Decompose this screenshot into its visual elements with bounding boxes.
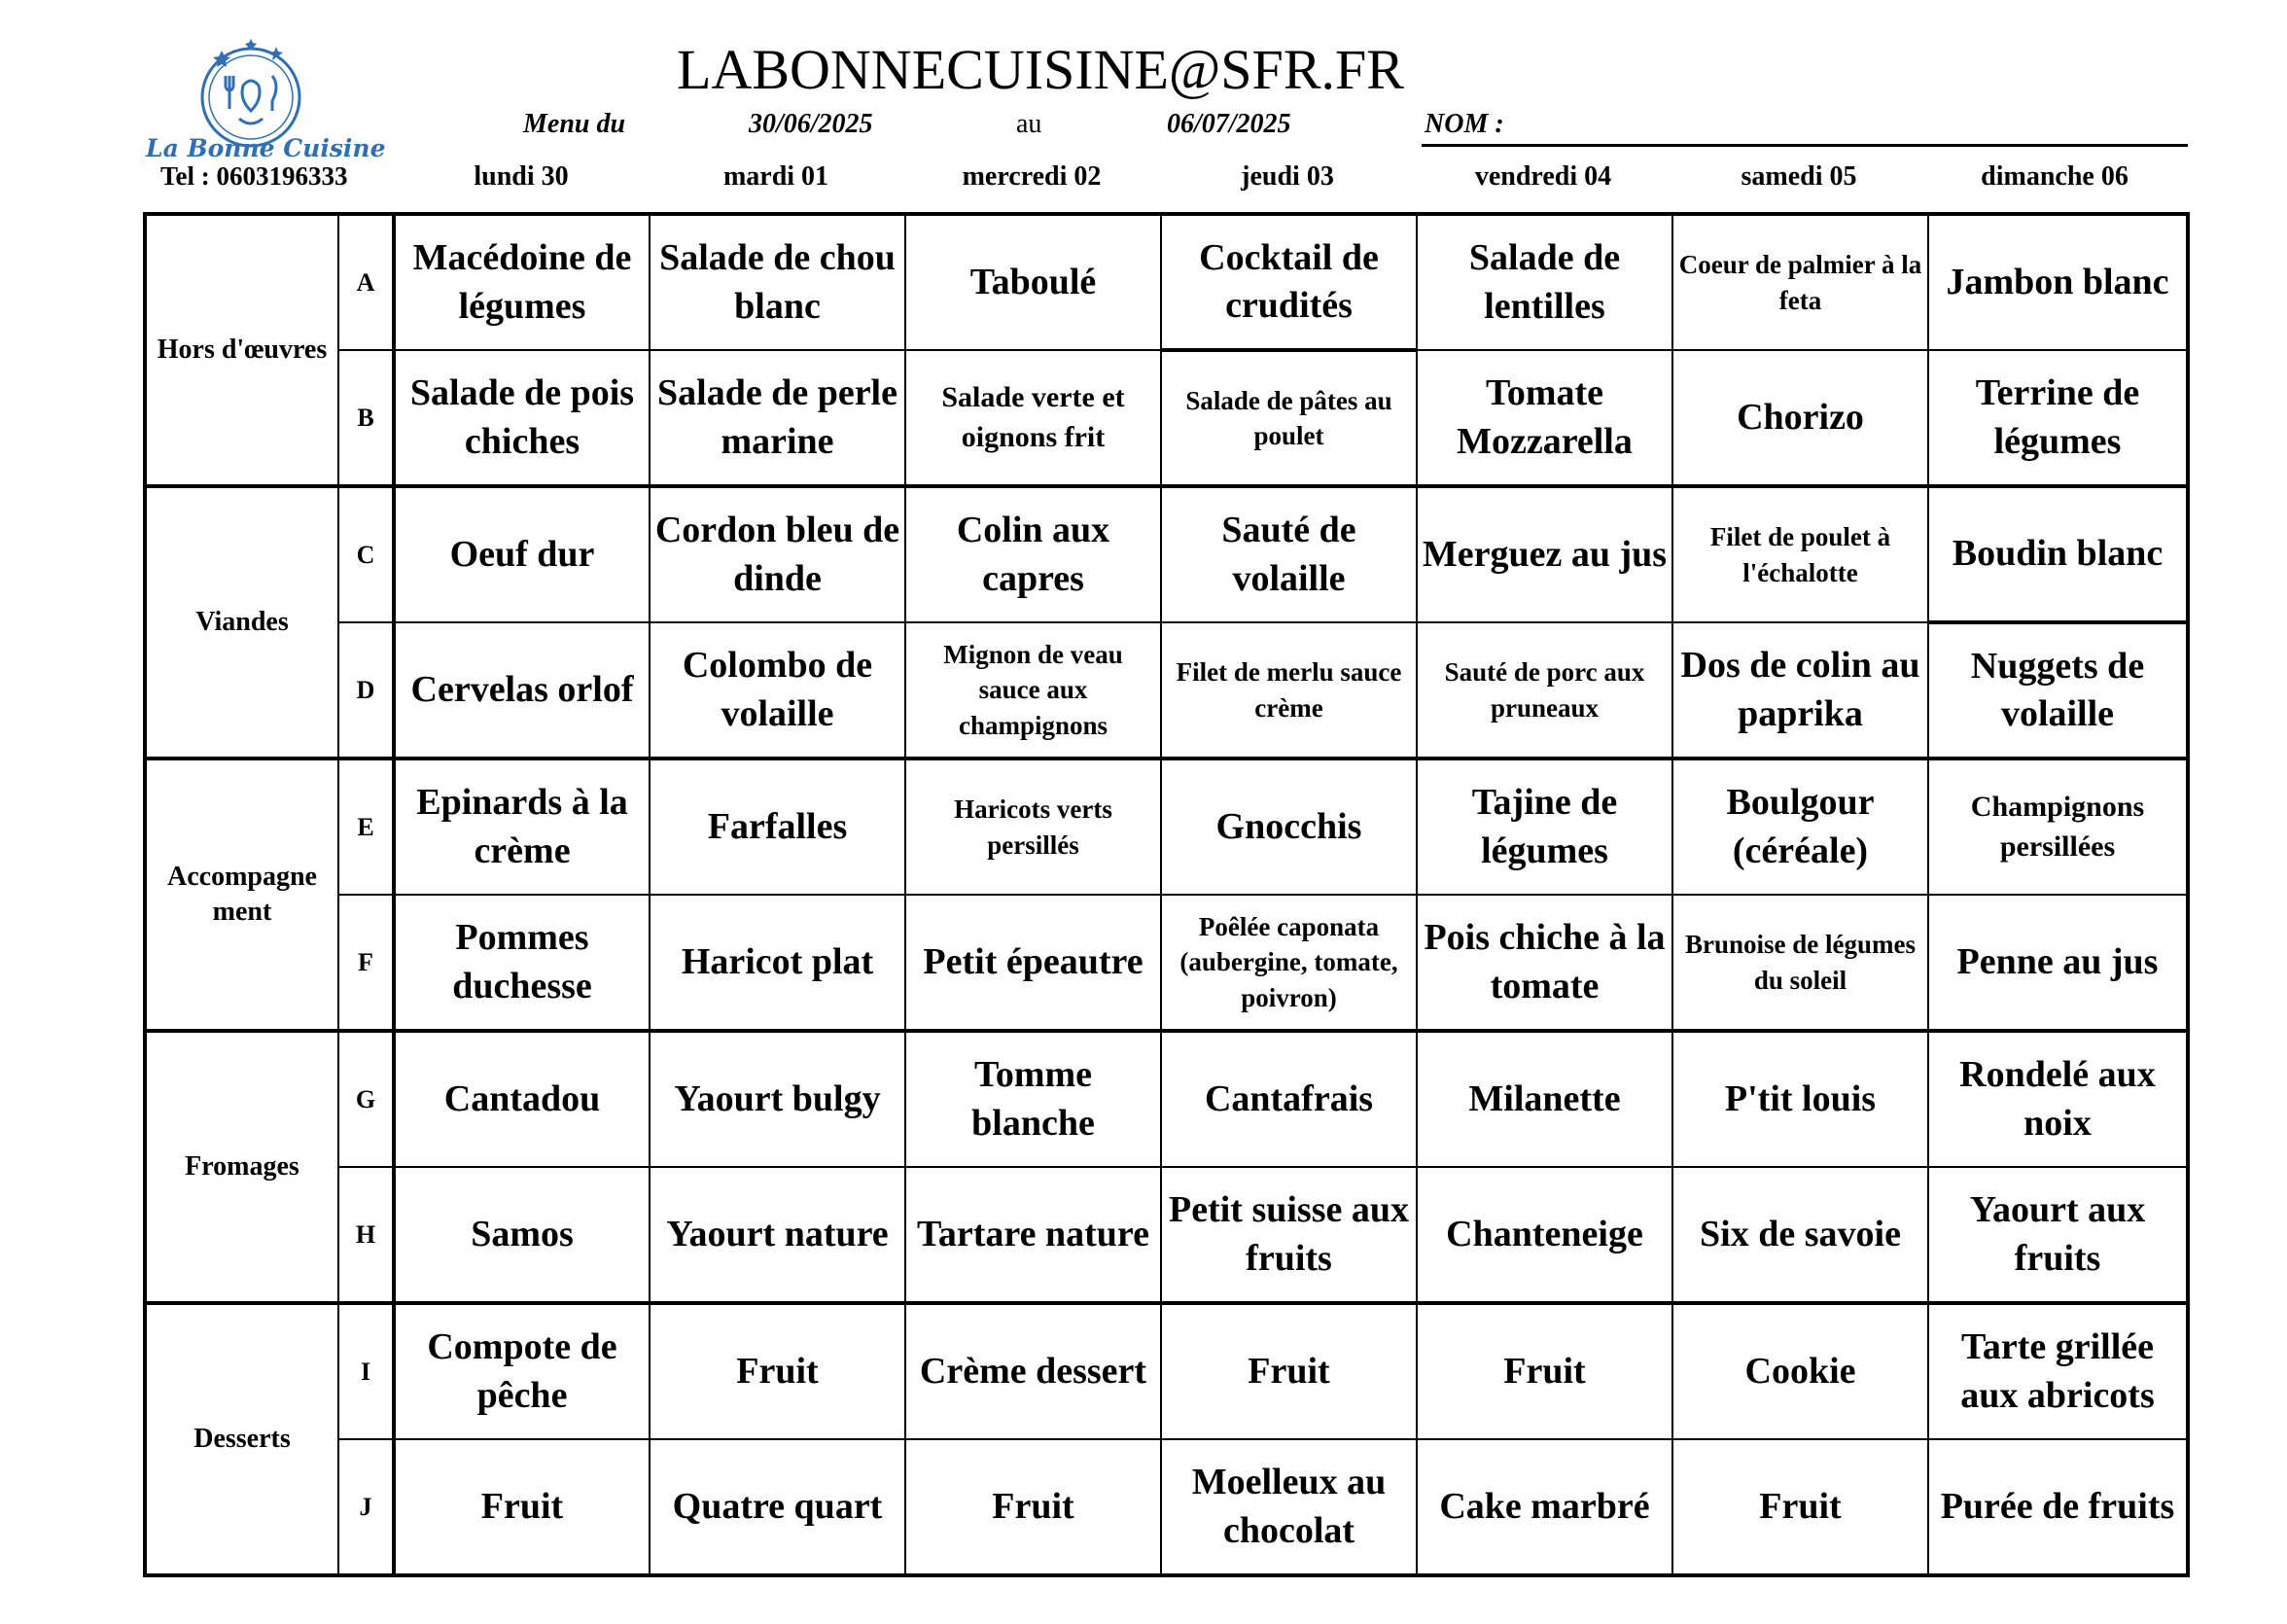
day-header: dimanche 06	[1981, 161, 2129, 192]
menu-cell: Six de savoie	[1672, 1167, 1928, 1303]
menu-cell: Fruit	[394, 1439, 650, 1575]
brand-logo	[146, 37, 386, 173]
category-accompagnement: Accompagne ment	[145, 759, 338, 1031]
menu-cell: Merguez au jus	[1417, 486, 1672, 622]
menu-cell: Cordon bleu de dinde	[650, 486, 905, 622]
menu-cell: Tarte grillée aux abricots	[1928, 1303, 2188, 1439]
date-to: 06/07/2025	[1167, 109, 1291, 139]
row-letter: E	[338, 759, 394, 895]
menu-cell: Taboulé	[905, 214, 1161, 350]
menu-cell: Pommes duchesse	[394, 895, 650, 1031]
row-letter: A	[338, 214, 394, 350]
row-letter: J	[338, 1439, 394, 1575]
menu-cell: Colombo de volaille	[650, 622, 905, 759]
menu-cell: Gnocchis	[1161, 759, 1417, 895]
menu-cell: Chorizo	[1672, 350, 1928, 486]
menu-cell: Oeuf dur	[394, 486, 650, 622]
menu-cell: Tajine de légumes	[1417, 759, 1672, 895]
day-header: lundi 30	[474, 161, 569, 192]
menu-cell: Crème dessert	[905, 1303, 1161, 1439]
logo-text: La Bonne Cuisine	[146, 134, 386, 162]
menu-cell: Yaourt bulgy	[650, 1031, 905, 1167]
email-title: LABONNECUISINE@SFR.FR	[677, 38, 1404, 101]
menu-cell: Salade de perle marine	[650, 350, 905, 486]
menu-cell: Sauté de volaille	[1161, 486, 1417, 622]
menu-cell: Fruit	[650, 1303, 905, 1439]
menu-cell: Tomme blanche	[905, 1031, 1161, 1167]
menu-cell: Fruit	[1161, 1303, 1417, 1439]
day-header: samedi 05	[1741, 161, 1857, 192]
nom-field-line[interactable]	[1422, 144, 2188, 147]
category-fromages: Fromages	[145, 1031, 338, 1303]
menu-cell: Tomate Mozzarella	[1417, 350, 1672, 486]
menu-cell: Cantadou	[394, 1031, 650, 1167]
menu-cell: Fruit	[1417, 1303, 1672, 1439]
menu-cell: Sauté de porc aux pruneaux	[1417, 622, 1672, 759]
menu-cell: Poêlée caponata (aubergine, tomate, poivron)	[1161, 895, 1417, 1031]
menu-cell: Milanette	[1417, 1031, 1672, 1167]
menu-cell: Colin aux capres	[905, 486, 1161, 622]
menu-cell: Nuggets de volaille	[1928, 622, 2188, 759]
menu-cell: Rondelé aux noix	[1928, 1031, 2188, 1167]
day-header: mardi 01	[722, 161, 829, 192]
category-desserts: Desserts	[145, 1303, 338, 1575]
menu-du-label: Menu du	[523, 109, 626, 139]
menu-cell: Cake marbré	[1417, 1439, 1672, 1575]
menu-cell: Salade verte et oignons frit	[905, 350, 1161, 486]
menu-cell: Moelleux au chocolat	[1161, 1439, 1417, 1575]
menu-cell: Terrine de légumes	[1928, 350, 2188, 486]
row-letter: G	[338, 1031, 394, 1167]
menu-cell: Salade de pâtes au poulet	[1161, 350, 1417, 486]
row-letter: I	[338, 1303, 394, 1439]
menu-cell: Cocktail de crudités	[1161, 214, 1417, 350]
menu-cell: Pois chiche à la tomate	[1417, 895, 1672, 1031]
au-label: au	[1016, 109, 1042, 139]
menu-cell: Coeur de palmier à la feta	[1672, 214, 1928, 350]
menu-cell: Filet de poulet à l'échalotte	[1672, 486, 1928, 622]
menu-cell: Salade de lentilles	[1417, 214, 1672, 350]
menu-cell: Champignons persillées	[1928, 759, 2188, 895]
category-viandes: Viandes	[145, 486, 338, 759]
menu-cell: Salade de pois chiches	[394, 350, 650, 486]
menu-cell: Fruit	[905, 1439, 1161, 1575]
menu-cell: Jambon blanc	[1928, 214, 2188, 350]
menu-cell: Mignon de veau sauce aux champignons	[905, 622, 1161, 759]
menu-cell: Quatre quart	[650, 1439, 905, 1575]
menu-cell: Purée de fruits	[1928, 1439, 2188, 1575]
menu-cell: Epinards à la crème	[394, 759, 650, 895]
menu-cell: P'tit louis	[1672, 1031, 1928, 1167]
menu-cell: Brunoise de légumes du soleil	[1672, 895, 1928, 1031]
menu-cell: Cantafrais	[1161, 1031, 1417, 1167]
day-header: vendredi 04	[1474, 161, 1612, 192]
row-letter: F	[338, 895, 394, 1031]
row-letter: C	[338, 486, 394, 622]
menu-cell: Dos de colin au paprika	[1672, 622, 1928, 759]
row-letter: D	[338, 622, 394, 759]
menu-cell: Farfalles	[650, 759, 905, 895]
day-header: jeudi 03	[1241, 161, 1334, 192]
menu-cell: Haricots verts persillés	[905, 759, 1161, 895]
menu-cell: Fruit	[1672, 1439, 1928, 1575]
menu-cell: Compote de pêche	[394, 1303, 650, 1439]
menu-cell: Samos	[394, 1167, 650, 1303]
menu-cell: Chanteneige	[1417, 1167, 1672, 1303]
menu-cell: Cervelas orlof	[394, 622, 650, 759]
menu-table	[143, 212, 2190, 1577]
menu-cell: Boulgour (céréale)	[1672, 759, 1928, 895]
nom-label: NOM :	[1425, 109, 1504, 139]
menu-cell: Petit épeautre	[905, 895, 1161, 1031]
category-hors-oeuvres: Hors d'œuvres	[145, 214, 338, 486]
menu-cell: Yaourt nature	[650, 1167, 905, 1303]
menu-cell: Cookie	[1672, 1303, 1928, 1439]
menu-cell: Petit suisse aux fruits	[1161, 1167, 1417, 1303]
phone-number: Tel : 0603196333	[160, 161, 348, 191]
menu-cell: Haricot plat	[650, 895, 905, 1031]
row-letter: H	[338, 1167, 394, 1303]
menu-cell: Tartare nature	[905, 1167, 1161, 1303]
row-letter: B	[338, 350, 394, 486]
menu-cell: Macédoine de légumes	[394, 214, 650, 350]
day-header: mercredi 02	[962, 161, 1102, 192]
menu-cell: Filet de merlu sauce crème	[1161, 622, 1417, 759]
menu-cell: Salade de chou blanc	[650, 214, 905, 350]
menu-cell: Boudin blanc	[1928, 486, 2188, 622]
date-from: 30/06/2025	[749, 109, 873, 139]
menu-cell: Penne au jus	[1928, 895, 2188, 1031]
menu-cell: Yaourt aux fruits	[1928, 1167, 2188, 1303]
